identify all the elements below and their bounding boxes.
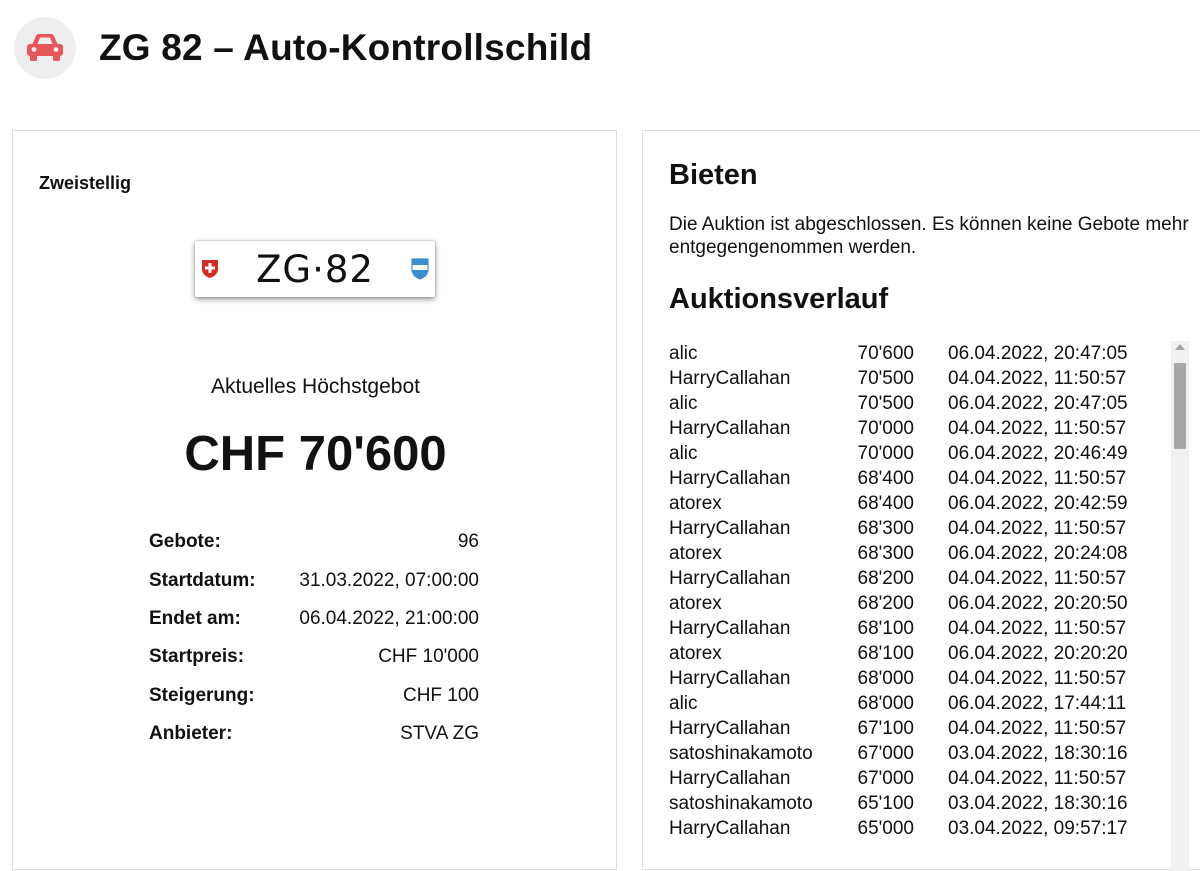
auction-closed-notice: Die Auktion ist abgeschlossen. Es können keine Gebote mehr entgegengenommen werden. [669,214,1189,258]
history-amount: 68'100 [857,617,914,639]
history-amount: 68'400 [857,467,914,489]
history-row [669,641,1149,666]
history-amount: 68'000 [857,667,914,689]
history-time: 04.04.2022, 11:50:57 [948,367,1127,389]
info-row-provider [149,715,479,753]
history-user: HarryCallahan [669,817,791,839]
auction-history-table [669,341,1149,841]
history-row [669,491,1149,516]
zug-canton-shield-icon [411,258,429,280]
info-row-start-date [149,561,479,599]
info-label: Startdatum: [149,569,256,591]
history-amount: 70'500 [857,392,914,414]
history-amount: 68'300 [857,517,914,539]
history-row [669,566,1149,591]
history-time: 06.04.2022, 20:42:59 [948,492,1128,514]
current-bid-amount: CHF 70'600 [184,427,447,481]
history-user: satoshinakamoto [669,792,813,814]
history-time: 06.04.2022, 17:44:11 [948,692,1127,714]
info-row-bids [149,523,479,561]
info-value: STVA ZG [400,723,479,745]
history-row [669,416,1149,441]
history-row [669,591,1149,616]
history-amount: 65'100 [857,792,914,814]
history-amount: 68'000 [857,692,914,714]
history-time: 04.04.2022, 11:50:57 [948,717,1127,739]
history-row [669,366,1149,391]
history-time: 06.04.2022, 20:47:05 [948,392,1128,414]
history-time: 06.04.2022, 20:24:08 [948,542,1128,564]
info-label: Anbieter: [149,723,233,745]
history-amount: 70'600 [857,342,914,364]
history-user: atorex [669,492,722,514]
history-user: atorex [669,642,722,664]
history-amount: 65'000 [857,817,914,839]
history-time: 03.04.2022, 18:30:16 [948,792,1128,814]
history-row [669,716,1149,741]
history-amount: 70'500 [857,367,914,389]
history-time: 04.04.2022, 11:50:57 [948,417,1127,439]
history-amount: 70'000 [857,417,914,439]
history-user: HarryCallahan [669,667,791,689]
history-time: 04.04.2022, 11:50:57 [948,767,1127,789]
info-row-start-price [149,638,479,676]
history-amount: 67'000 [857,767,914,789]
history-user: satoshinakamoto [669,742,813,764]
history-user: HarryCallahan [669,517,791,539]
history-row [669,666,1149,691]
history-time: 06.04.2022, 20:20:20 [948,642,1128,664]
history-row [669,391,1149,416]
history-user: alic [669,392,698,414]
history-row [669,766,1149,791]
history-user: HarryCallahan [669,567,791,589]
info-value: 96 [457,531,479,553]
license-plate [195,241,435,297]
scrollbar-thumb[interactable] [1174,363,1186,449]
info-label: Gebote: [149,531,221,553]
history-time: 03.04.2022, 09:57:17 [948,817,1128,839]
history-amount: 67'100 [857,717,914,739]
history-time: 06.04.2022, 20:47:05 [948,342,1128,364]
history-row [669,741,1149,766]
history-row [669,816,1149,841]
history-row [669,441,1149,466]
info-row-end-date [149,600,479,638]
history-user: atorex [669,592,722,614]
history-row [669,341,1149,366]
history-time: 04.04.2022, 11:50:57 [948,567,1127,589]
info-label: Steigerung: [149,684,255,706]
history-time: 06.04.2022, 20:20:50 [948,592,1128,614]
info-value: 31.03.2022, 07:00:00 [299,569,479,591]
history-amount: 68'300 [857,542,914,564]
history-amount: 68'200 [857,567,914,589]
info-label: Endet am: [149,607,241,629]
page-title: ZG 82 – Auto-Kontrollschild [99,27,593,68]
scroll-up-arrow-icon[interactable] [1175,344,1185,350]
plate-details-card [12,130,617,870]
bid-section-title: Bieten [669,159,758,191]
car-icon [14,17,76,79]
history-user: alic [669,442,698,464]
info-label: Startpreis: [149,646,245,668]
history-row [669,691,1149,716]
history-user: HarryCallahan [669,367,791,389]
history-time: 04.04.2022, 11:50:57 [948,667,1127,689]
history-time: 04.04.2022, 11:50:57 [948,517,1127,539]
history-section-title: Auktionsverlauf [669,283,889,315]
history-user: HarryCallahan [669,617,791,639]
bidding-card [642,130,1200,870]
history-amount: 67'000 [857,742,914,764]
history-row [669,466,1149,491]
history-user: HarryCallahan [669,717,791,739]
history-amount: 70'000 [857,442,914,464]
page-header [14,16,592,80]
history-user: alic [669,692,698,714]
history-user: HarryCallahan [669,417,791,439]
plate-number: ZG·82 [256,248,374,291]
current-bid-caption: Aktuelles Höchstgebot [211,375,420,398]
history-user: HarryCallahan [669,767,791,789]
info-row-increment [149,677,479,715]
history-amount: 68'200 [857,592,914,614]
history-time: 04.04.2022, 11:50:57 [948,467,1127,489]
history-row [669,616,1149,641]
history-user: alic [669,342,698,364]
info-value: 06.04.2022, 21:00:00 [299,607,479,629]
history-amount: 68'100 [857,642,914,664]
info-value: CHF 10'000 [378,646,479,668]
history-row [669,791,1149,816]
history-scrollbar[interactable] [1171,341,1189,871]
auction-info-table [149,523,479,753]
info-value: CHF 100 [402,684,479,706]
history-row [669,516,1149,541]
history-user: HarryCallahan [669,467,791,489]
history-user: atorex [669,542,722,564]
history-time: 03.04.2022, 18:30:16 [948,742,1128,764]
history-time: 06.04.2022, 20:46:49 [948,442,1128,464]
category-label: Zweistellig [39,173,132,193]
history-time: 04.04.2022, 11:50:57 [948,617,1127,639]
history-row [669,541,1149,566]
history-amount: 68'400 [857,492,914,514]
